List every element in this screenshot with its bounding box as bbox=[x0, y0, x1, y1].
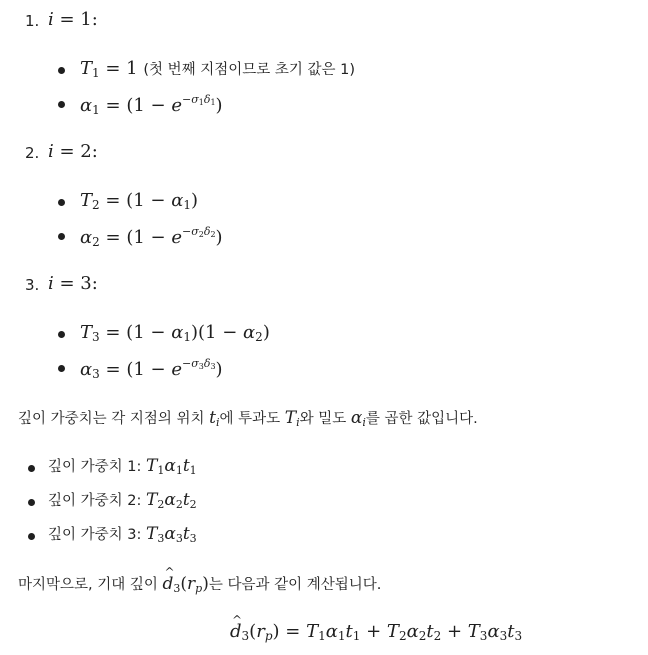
bullet bbox=[58, 365, 65, 372]
bullet bbox=[58, 233, 65, 240]
bullet bbox=[58, 101, 65, 108]
alpha1-equation: $\alpha_1 = (1 - e^{-\sigma_1\delta_1})$ bbox=[80, 93, 223, 117]
alpha2-equation: $\alpha_2 = (1 - e^{-\sigma_2\delta_2})$ bbox=[80, 225, 223, 249]
weight-3: 깊이 가중치 3: $T_3\alpha_3t_3$ bbox=[48, 524, 197, 545]
step-3-condition: i = 3: bbox=[48, 273, 98, 294]
alpha3-equation: $\alpha_3 = (1 - e^{-\sigma_3\delta_3})$ bbox=[80, 357, 223, 381]
bullet bbox=[58, 67, 65, 74]
bullet bbox=[28, 533, 35, 540]
bullet bbox=[58, 331, 65, 338]
expected-depth-equation: ^ $d_3(r_p) = T_1\alpha_1t_1 + T_2\alpha_2t_2 + T_3\alpha_3t_3$ bbox=[230, 623, 522, 642]
bullet bbox=[28, 465, 35, 472]
bullet bbox=[28, 499, 35, 506]
step-1-condition: i = 1: bbox=[48, 9, 98, 30]
weight-2: 깊이 가중치 2: $T_2\alpha_2t_2$ bbox=[48, 490, 197, 511]
step-2-number: 2. bbox=[25, 144, 40, 162]
bullet bbox=[58, 199, 65, 206]
t1-equation: $T_1 = 1$ (첫 번째 지점이므로 초기 값은 1) bbox=[80, 58, 356, 80]
step-3-number: 3. bbox=[25, 276, 40, 294]
t3-equation: $T_3 = (1 - \alpha_1)(1 - \alpha_2)$ bbox=[80, 322, 270, 344]
expected-depth-sentence: 마지막으로, 기대 깊이 ^ $d_3(r_p)$는 다음과 같이 계산됩니다. bbox=[18, 573, 381, 595]
step-2-condition: i = 2: bbox=[48, 141, 98, 162]
depth-weight-description: 깊이 가중치는 각 지점의 위치 $t_i$에 투과도 $T_i$와 밀도 $\alpha_i$를 곱한 값입니다. bbox=[18, 408, 478, 429]
t2-equation: $T_2 = (1 - \alpha_1)$ bbox=[80, 190, 199, 212]
step-1-number: 1. bbox=[25, 12, 40, 30]
weight-1: 깊이 가중치 1: $T_1\alpha_1t_1$ bbox=[48, 456, 197, 477]
